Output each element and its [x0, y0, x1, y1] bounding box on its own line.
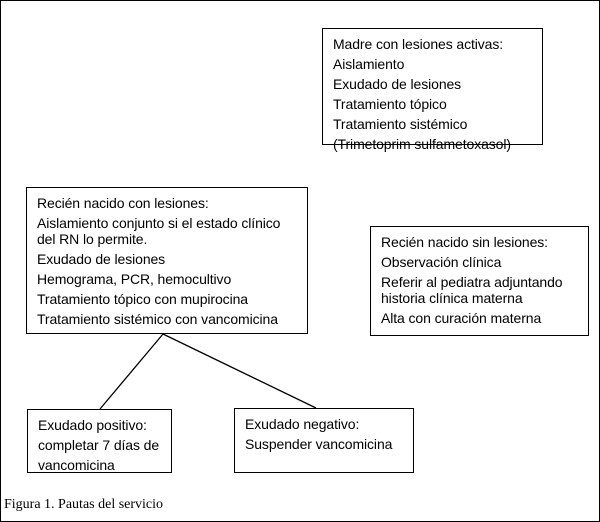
box-line: Exudado negativo: — [245, 416, 360, 432]
box-line: Aislamiento conjunto si el estado clínico — [37, 215, 281, 231]
box-line: Exudado de lesiones — [333, 76, 462, 92]
box-line: Madre con lesiones activas: — [333, 36, 504, 52]
box-line: historia clínica materna — [381, 290, 523, 306]
box-line: del RN lo permite. — [37, 231, 148, 247]
box-line: Recién nacido sin lesiones: — [381, 234, 548, 250]
box-line: Observación clínica — [381, 254, 502, 270]
figure-caption: Figura 1. Pautas del servicio — [4, 497, 164, 512]
box-line: (Trimetoprim sulfametoxasol) — [333, 136, 511, 152]
box-exudado-negativo — [234, 408, 414, 473]
box-line: vancomicina — [38, 457, 115, 473]
box-line: Hemograma, PCR, hemocultivo — [37, 271, 232, 287]
box-line: Alta con curación materna — [381, 310, 542, 326]
box-line: Tratamiento sistémico con vancomicina — [37, 311, 278, 327]
box-line: Recién nacido con lesiones: — [37, 195, 209, 211]
box-line: Tratamiento sistémico — [333, 116, 468, 132]
box-line: Aislamiento — [333, 56, 405, 72]
box-line: Exudado positivo: — [38, 417, 147, 433]
box-rn-sin-lesiones — [370, 226, 589, 336]
connector-line-negativo — [163, 334, 316, 408]
box-exudado-positivo — [27, 409, 172, 473]
box-line: Exudado de lesiones — [37, 251, 166, 267]
box-line: Tratamiento tópico — [333, 96, 447, 112]
box-line: completar 7 días de — [38, 437, 160, 453]
box-line: Tratamiento tópico con mupirocina — [37, 291, 248, 307]
box-rn-con-lesiones — [26, 187, 308, 334]
connector-line-positivo — [100, 334, 163, 409]
box-line: Referir al pediatra adjuntando — [381, 274, 563, 290]
box-line: Suspender vancomicina — [245, 436, 393, 452]
box-madre-lesiones-activas — [322, 28, 543, 152]
